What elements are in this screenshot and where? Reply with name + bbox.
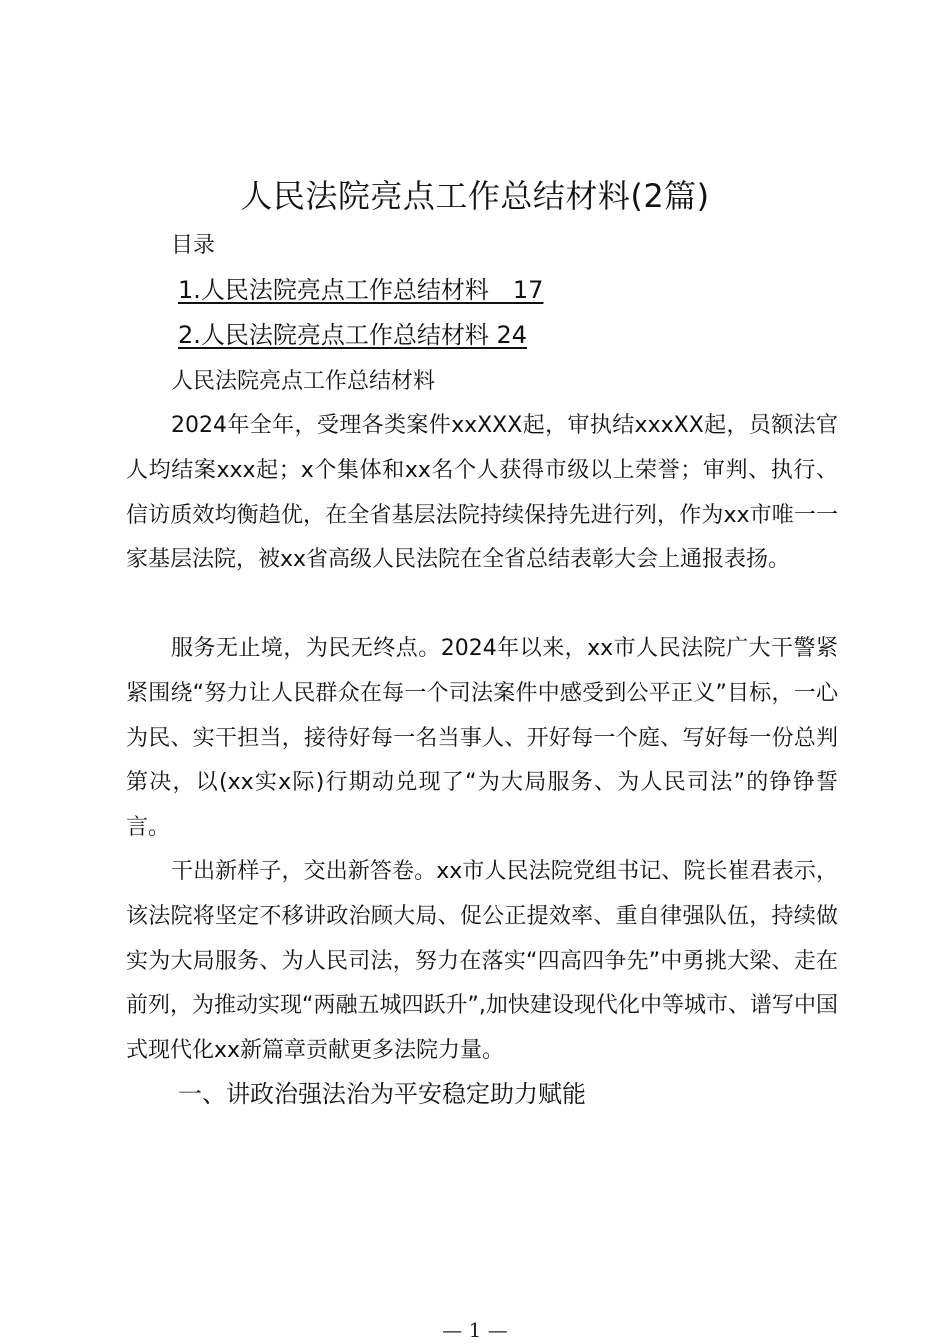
paragraph-3: 干出新样子，交出新答卷。xx市人民法院党组书记、院长崔君表示，该法院将坚定不移讲政治顾大局、促公正提效率、重自律强队伍，持续做实为大局服务、为人民司法，努力在落实“四高四争先”中勇挑大梁、走在前列，为推动实现“两融五城四跃升”,加快建设现代化中等城市、谱写中国式现代化xx新篇章贡献更多法院力量。 [126, 859, 838, 1064]
toc-heading: 目录 [171, 233, 216, 258]
paragraph-1: 2024年全年，受理各类案件xxXXX起，审执结xxxXX起，员额法官人均结案xxx起；x个集体和xx名个人获得市级以上荣誉；审判、执行、信访质效均衡趋优，在全省基层法院持续保持先进行列，作为xx市唯一一家基层法院，被xx省高级人民法院在全省总结表彰大会上通报表扬。 [126, 413, 838, 573]
document-title: 人民法院亮点工作总结材料(2篇) [240, 177, 710, 215]
section-subtitle: 人民法院亮点工作总结材料 [171, 369, 436, 394]
page-number: — 1 — [442, 1318, 508, 1342]
paragraph-2: 服务无止境，为民无终点。2024年以来，xx市人民法院广大干警紧紧围绕“努力让人民群众在每一个司法案件中感受到公平正义”目标，一心为民、实干担当，接待好每一名当事人、开好每一个庭、写好每一份总判第决，以(xx实x际)行期动兑现了“为大局服务、为人民司法”的铮铮誓言。 [126, 636, 838, 841]
toc-link-1[interactable]: 1.人民法院亮点工作总结材料 17 [178, 276, 544, 304]
section-heading: 一、讲政治强法治为平安稳定助力赋能 [178, 1080, 586, 1108]
toc-link-2[interactable]: 2.人民法院亮点工作总结材料 24 [178, 321, 528, 349]
